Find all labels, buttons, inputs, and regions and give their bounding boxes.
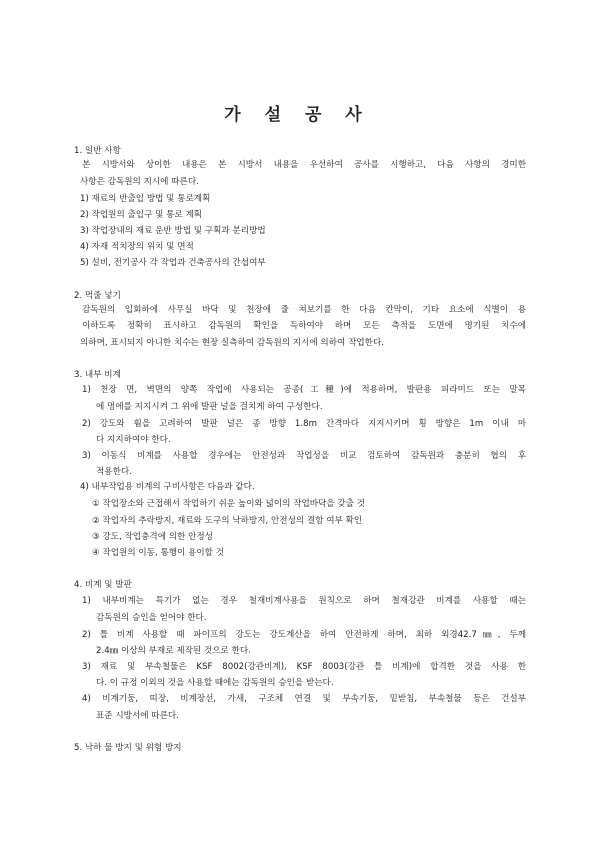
list-item: 1) 천장 면, 벽면의 양쪽 작업에 사용되는 공종(工種)에 적용하며, 발판용 피라미드 또는 말목 bbox=[82, 385, 526, 395]
list-item: 2) 작업원의 출입구 및 통로 계획 bbox=[80, 210, 203, 220]
paragraph-line: 이하도록 정확히 표시하고 감독원의 확인을 득하여야 하며 모든 측적을 도면에 명기된 치수에 bbox=[82, 321, 526, 331]
sub-list-item: ④ 작업원의 이동, 통행이 용이할 것 bbox=[92, 548, 225, 558]
sub-list-item: ② 작업자의 추락방지, 재료와 도구의 낙하방지, 안전성의 결함 여부 확인 bbox=[92, 516, 363, 526]
list-item-continuation: 에 멍에를 지지시켜 그 위에 발판 널을 걸치게 하여 구성한다. bbox=[96, 402, 323, 412]
list-item: 4) 비계기둥, 띠장, 비계장선, 가새, 구조체 연결 및 부속기둥, 밑받침, 부속철물 등은 건설부 bbox=[82, 694, 526, 704]
paragraph-line: 감독원의 입회하에 사무실 바닥 및 천장에 줄 쳐보기를 한 다음 칸막이, 기타 요소에 식별이 용 bbox=[82, 305, 526, 315]
sub-list-item: ① 작업장소와 근접해서 작업하기 쉬운 높이와 넓이의 작업바닥을 갖출 것 bbox=[92, 499, 366, 509]
section-heading: 1. 일반 사항 bbox=[74, 146, 121, 156]
list-item: 1) 재료의 반출입 방법 및 통로계획 bbox=[80, 194, 211, 204]
section-heading: 4. 비계 및 발판 bbox=[74, 580, 132, 590]
list-item: 3) 이동식 비계를 사용할 경우에는 안전성과 작업성을 비교 검토하여 감독원과 충분히 협의 후 bbox=[82, 451, 526, 461]
list-item-continuation: 2.4㎜ 이상의 부재로 제작된 것으로 한다. bbox=[96, 646, 251, 656]
paragraph-line: 사항은 감독원의 지시에 따른다. bbox=[80, 177, 199, 187]
list-item: 2) 강도와 휨을 고려하여 발판 널은 종 방향 1.8m 간격마다 지지시키며 횡 방향은 1m 이내 마 bbox=[82, 419, 526, 429]
list-item-continuation: 적용한다. bbox=[96, 467, 132, 477]
list-item: 3) 작업장내의 재료 운반 방법 및 구획과 분리방법 bbox=[80, 226, 266, 236]
list-item-continuation: 다. 이 규정 이외의 것을 사용할 때에는 감독원의 승인을 받는다. bbox=[96, 678, 334, 688]
paragraph-line: 본 시방서와 상이한 내용은 본 시방서 내용을 우선하여 공사를 시행하고, 다음 사항의 경미한 bbox=[82, 160, 526, 170]
list-item-continuation: 표준 시방서에 따른다. bbox=[96, 711, 179, 721]
list-item: 5) 설비, 전기공사 각 작업과 건축공사의 간섭여부 bbox=[80, 258, 266, 268]
list-item: 2) 틀 비계 사용할 때 파이프의 강도는 강도계산을 하여 안전하게 하며, 최하 외경42.7㎜, 두께 bbox=[82, 630, 526, 640]
list-item-continuation: 감독원의 승인을 얻어야 한다. bbox=[96, 613, 207, 623]
list-item: 1) 내부비계는 특기가 없는 경우 철재비계사용을 원칙으로 하며 철재강관 비계를 사용할 때는 bbox=[82, 596, 526, 606]
list-item: 3) 재료 및 부속철물은 KSF 8002(강관비계), KSF 8003(강관 틀 비계)에 합격한 것을 사용 한 bbox=[82, 662, 526, 672]
sub-list-item: ③ 강도, 작업충격에 의한 안정성 bbox=[92, 532, 213, 542]
section-heading: 3. 내부 비계 bbox=[74, 370, 121, 380]
list-item: 4) 내부작업용 비계의 구비사항은 다음과 같다. bbox=[80, 482, 255, 492]
list-item: 4) 자재 적치장의 위치 및 면적 bbox=[80, 242, 194, 252]
list-item-continuation: 다 지지하여야 한다. bbox=[96, 435, 171, 445]
section-heading: 2. 먹줄 넣기 bbox=[74, 291, 121, 301]
section-heading: 5. 낙하 물 방지 및 위험 방지 bbox=[74, 743, 182, 753]
paragraph-line: 의하며, 표시되지 아니한 치수는 현장 실측하여 감독원의 지시에 의하여 작업한다. bbox=[80, 338, 385, 348]
document-title: 가 설 공 사 bbox=[224, 105, 371, 125]
